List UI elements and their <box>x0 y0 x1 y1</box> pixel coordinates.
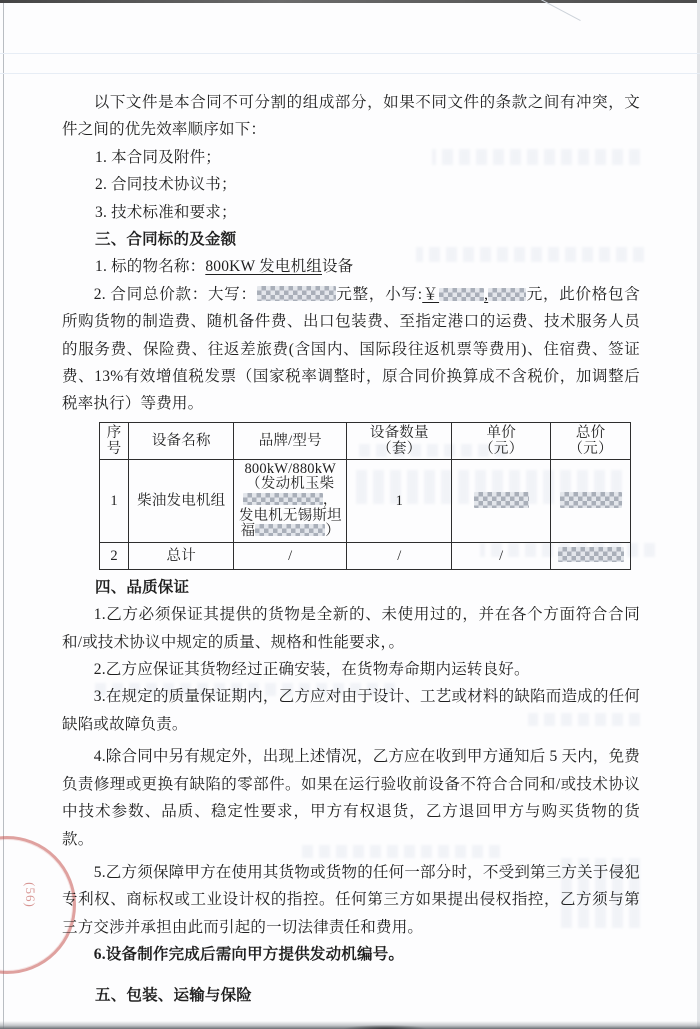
redacted-engine-model <box>243 493 323 505</box>
quality-item: 5.乙方须保障甲方在使用其货物或货物的任何一部分时，不受到第三方关于侵犯专利权、商标权或工业设计权的指控。任何第三方如果提出侵权指控，乙方须与第三方交涉并承担由此而引起的一切法律责任和费用。 <box>62 863 640 936</box>
priority-item: 1. 本合同及附件； <box>95 148 222 166</box>
header-no: 序 号 <box>100 422 129 459</box>
header-brand-model: 品牌/型号 <box>234 422 347 459</box>
section3-heading: 三、合同标的及金额 <box>95 231 237 249</box>
scan-edge-top <box>0 0 700 3</box>
cell-slash: / <box>347 542 452 569</box>
quality-item: 2.乙方应保证其货物经过正确安装，在货物寿命期内运转良好。 <box>93 661 530 679</box>
cell-brand-model: 800kW/880kW （发动机玉柴 ， 发电机无锡斯坦 福 ） <box>234 459 347 542</box>
redacted-amount-words <box>257 286 336 301</box>
table-sum-row <box>100 542 631 569</box>
header-quantity: 设备数量 （套） <box>347 422 452 459</box>
scan-line-artifact <box>0 53 700 54</box>
redacted-total-price <box>560 492 622 508</box>
section5-heading: 五、包装、运输与保险 <box>95 986 253 1004</box>
header-unit-price: 单价 （元） <box>452 422 551 459</box>
priority-item: 2. 合同技术协议书； <box>95 176 237 194</box>
table-row <box>100 459 631 542</box>
redacted-amount-figures <box>488 288 526 301</box>
subject-name-underlined: 800KW 发电机组 <box>205 258 322 276</box>
redacted-amount-figures <box>439 288 484 301</box>
priority-list <box>95 144 640 226</box>
cell-slash: / <box>234 542 347 569</box>
cell-sum-label: 总计 <box>129 542 234 569</box>
scan-edge-bottom <box>0 1021 700 1029</box>
cell-grand-total <box>551 542 631 569</box>
equipment-table <box>99 422 631 570</box>
quality-item: 3.在规定的质量保证期内，乙方应对由于设计、工艺或材料的缺陷而造成的任何缺陷或故障负责。 <box>62 688 640 733</box>
section4-heading: 四、品质保证 <box>95 578 190 596</box>
intro-paragraph: 以下文件是本合同不可分割的组成部分，如果不同文件的条款之间有冲突，文件之间的优先效率顺序如下： <box>62 94 640 139</box>
cell-total-price <box>551 459 631 542</box>
quality-item: 1.乙方必须保证其提供的货物是全新的、未使用过的，并在各个方面符合合同和/或技术协议中规定的质量、规格和性能要求，。 <box>62 606 640 651</box>
cell-equipment-name: 柴油发电机组 <box>129 459 234 542</box>
redacted-grand-total <box>558 547 624 562</box>
cell-quantity: 1 <box>347 459 452 542</box>
stamp-text: (56) <box>22 882 38 908</box>
scan-line-artifact <box>0 73 700 74</box>
priority-item: 3. 技术标准和要求； <box>95 203 237 221</box>
total-price-paragraph: 2. 合同总价款：大写： 元整，小写:￥ , 元，此价格包含所购货物的制造费、随机备件费、出口包装费、至指定港口的运费、技术服务人员的服务费、保险费、往返差旅费(含国内、国际段往返机票等费用)、住宿费、签证费、13%有效增值税发票（国家税率调整时，原合同价换算成不含税价，加调整后税率执行）等费用。 <box>62 285 641 413</box>
redacted-alternator-model <box>255 524 325 536</box>
currency-symbol: ￥ <box>422 285 440 303</box>
paper-crease <box>527 0 580 21</box>
table-header-row <box>100 422 631 459</box>
cell-no: 2 <box>100 542 129 569</box>
contract-page <box>62 89 640 1009</box>
quality-item: 6.设备制作完成后需向甲方提供发动机编号。 <box>93 946 405 964</box>
cell-slash: / <box>452 542 551 569</box>
cell-unit-price <box>452 459 551 542</box>
header-equipment-name: 设备名称 <box>129 422 234 459</box>
quality-item: 4.除合同中另有规定外，出现上述情况，乙方应在收到甲方通知后 5 天内，免费负责修理或更换有缺陷的零部件。如果在运行验收前设备不符合合同和/或技术协议中技术参数、品质、稳定性要求，甲方有权退货，乙方退回甲方与购买货物的货款。 <box>62 748 640 848</box>
header-total-price: 总价 （元） <box>551 422 631 459</box>
redacted-unit-price <box>474 492 529 508</box>
cell-no: 1 <box>100 459 129 542</box>
subject-name-line: 1. 标的物名称：800KW 发电机组设备 <box>95 258 354 276</box>
